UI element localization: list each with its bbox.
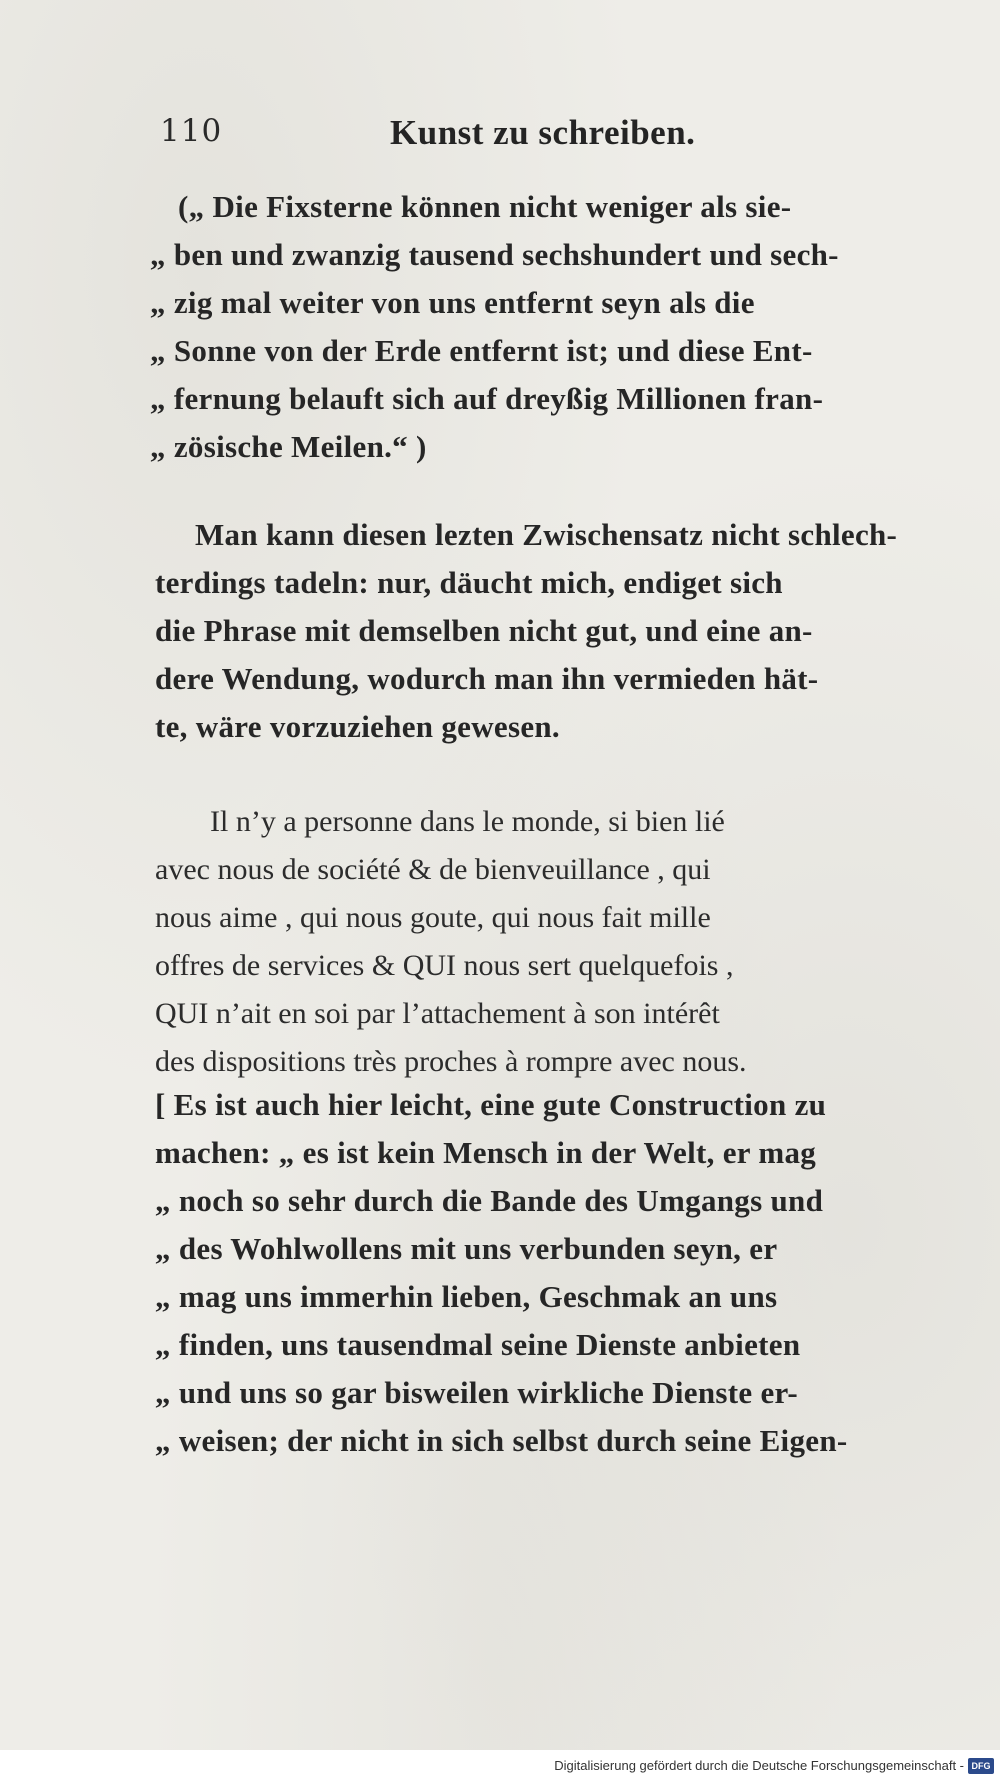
- page-number: 110: [160, 113, 223, 149]
- text-line: QUI n’ait en soi par l’attachement à son intérêt: [155, 997, 720, 1030]
- text-line: „ fernung belauft sich auf dreyßig Millionen fran-: [150, 381, 824, 416]
- dfg-logo: DFG: [968, 1758, 994, 1774]
- funding-credit: Digitalisierung gefördert durch die Deutsche Forschungsgemeinschaft -: [554, 1758, 964, 1773]
- text-line: „ zig mal weiter von uns entfernt seyn als die: [150, 285, 755, 320]
- german-translation-paragraph: [155, 1081, 915, 1465]
- commentary-paragraph: [155, 511, 915, 751]
- text-line: „ und uns so gar bisweilen wirkliche Dienste er-: [155, 1375, 799, 1410]
- text-line: „ weisen; der nicht in sich selbst durch seine Eigen-: [155, 1423, 848, 1458]
- text-line: machen: „ es ist kein Mensch in der Welt, er mag: [155, 1135, 817, 1170]
- digitization-footer: [0, 1750, 1000, 1781]
- text-line: „ mag uns immerhin lieben, Geschmak an uns: [155, 1279, 778, 1314]
- text-line: Man kann diesen lezten Zwischensatz nicht schlech-: [195, 517, 898, 552]
- text-line: nous aime , qui nous goute, qui nous fait mille: [155, 901, 711, 934]
- running-title: Kunst zu schreiben.: [390, 113, 696, 152]
- text-line: „ ben und zwanzig tausend sechshundert und sech-: [150, 237, 839, 272]
- text-line: „ des Wohlwollens mit uns verbunden seyn, er: [155, 1231, 778, 1266]
- text-line: die Phrase mit demselben nicht gut, und eine an-: [155, 613, 813, 648]
- text-line: avec nous de société & de bienveuillance , qui: [155, 853, 711, 886]
- text-line: Il n’y a personne dans le monde, si bien lié: [210, 805, 725, 838]
- text-line: offres de services & QUI nous sert quelquefois ,: [155, 949, 734, 982]
- french-quotation: [155, 798, 915, 1086]
- text-line: „ noch so sehr durch die Bande des Umgangs und: [155, 1183, 824, 1218]
- text-line: dere Wendung, wodurch man ihn vermieden hät-: [155, 661, 819, 696]
- text-line: „ Sonne von der Erde entfernt ist; und diese Ent-: [150, 333, 813, 368]
- page-header: [160, 113, 730, 163]
- quote-paragraph: [150, 183, 910, 471]
- text-line: terdings tadeln: nur, däucht mich, endiget sich: [155, 565, 783, 600]
- text-line: des dispositions très proches à rompre avec nous.: [155, 1045, 747, 1078]
- text-line: („ Die Fixsterne können nicht weniger als sie-: [178, 189, 792, 224]
- text-line: „ finden, uns tausendmal seine Dienste anbieten: [155, 1327, 801, 1362]
- text-line: [ Es ist auch hier leicht, eine gute Construction zu: [155, 1087, 827, 1122]
- text-line: „ zösische Meilen.“ ): [150, 429, 427, 464]
- text-line: te, wäre vorzuziehen gewesen.: [155, 709, 560, 744]
